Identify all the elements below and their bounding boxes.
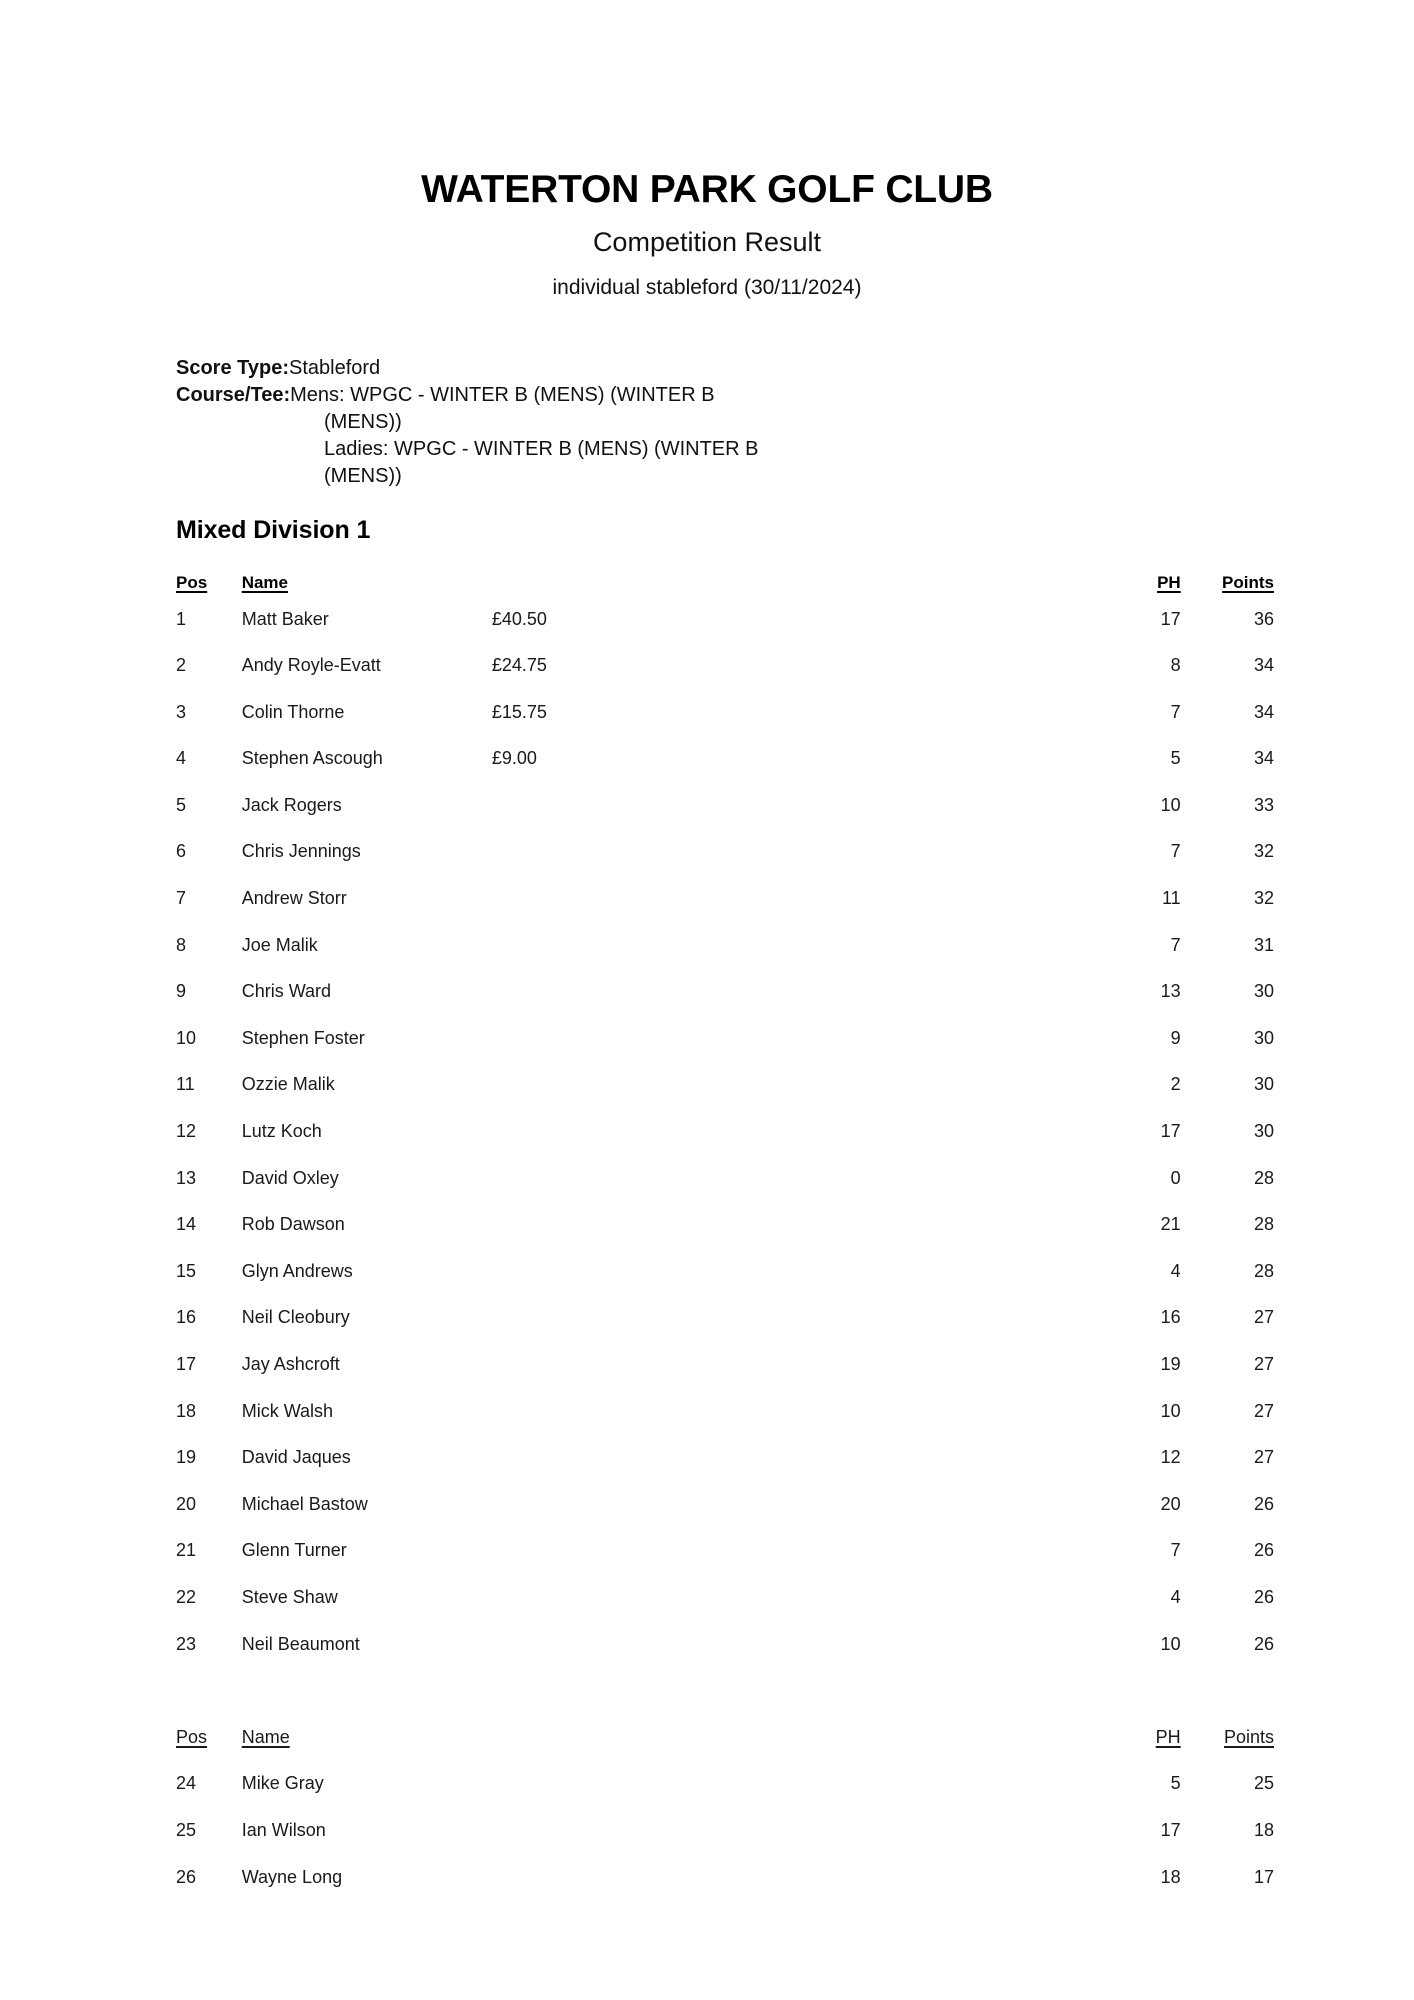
cell-position: 1 [176, 608, 187, 629]
cell-player-name: Andrew Storr [241, 888, 347, 909]
cell-points: 30 [1253, 1121, 1274, 1142]
spacer-cell [492, 1667, 799, 1714]
cell-spacer [799, 829, 1089, 876]
cell-position: 4 [176, 748, 187, 769]
table-row [176, 875, 1274, 922]
cell-player-name: Mick Walsh [241, 1400, 334, 1421]
table-row [176, 1528, 1274, 1575]
cell-prize-amount [492, 1574, 799, 1621]
cell-position: 20 [176, 1493, 197, 1514]
header-row [176, 573, 1274, 596]
meta-row-score-type [176, 355, 1414, 382]
cell-spacer [799, 1015, 1089, 1062]
cell-prize-amount [492, 922, 799, 969]
cell-position: 8 [176, 934, 187, 955]
cell-spacer [799, 736, 1089, 783]
table-row [176, 1062, 1274, 1109]
cell-spacer [799, 1388, 1089, 1435]
spacer-cell [176, 1667, 242, 1714]
cell-player-name: Chris Ward [241, 981, 332, 1002]
cell-points: 34 [1253, 748, 1274, 769]
cell-spacer [799, 922, 1089, 969]
table-row [176, 782, 1274, 829]
column-header-name: Name [241, 572, 289, 592]
cell-position: 11 [176, 1074, 195, 1095]
cell-prize-amount [492, 1015, 799, 1062]
table-row [176, 1341, 1274, 1388]
cell-player-name: Neil Beaumont [241, 1633, 360, 1654]
cell-playing-handicap: 17 [1160, 1121, 1181, 1142]
column-header-ph: PH [1157, 572, 1181, 592]
cell-points: 32 [1253, 841, 1274, 862]
cell-playing-handicap: 19 [1160, 1354, 1181, 1375]
spacer-cell [242, 1667, 492, 1714]
cell-prize-amount [492, 1341, 799, 1388]
cell-points: 34 [1253, 655, 1274, 676]
cell-player-name: Mike Gray [241, 1773, 324, 1794]
cell-prize-amount [492, 1388, 799, 1435]
cell-points: 36 [1253, 608, 1274, 629]
cell-prize-amount [492, 1481, 799, 1528]
cell-position: 23 [176, 1633, 197, 1654]
cell-playing-handicap: 10 [1160, 794, 1181, 815]
cell-prize-amount [492, 1295, 799, 1342]
cell-position: 22 [176, 1586, 197, 1607]
cell-playing-handicap: 20 [1160, 1493, 1181, 1514]
cell-points: 28 [1253, 1214, 1274, 1235]
cell-spacer [799, 642, 1089, 689]
cell-points: 31 [1253, 934, 1274, 955]
cell-position: 5 [176, 794, 187, 815]
cell-player-name: Wayne Long [241, 1866, 343, 1887]
cell-points: 30 [1253, 981, 1274, 1002]
cell-playing-handicap: 16 [1160, 1307, 1181, 1328]
table-row [176, 829, 1274, 876]
column-header-points: Points [1222, 572, 1274, 592]
cell-prize-amount [492, 1108, 799, 1155]
cell-points: 18 [1253, 1819, 1274, 1840]
cell-position: 12 [176, 1121, 197, 1142]
cell-playing-handicap: 4 [1170, 1586, 1181, 1607]
course-tee-mens-line1: Mens: WPGC - WINTER B (MENS) (WINTER B [290, 383, 715, 406]
cell-spacer [799, 1062, 1089, 1109]
cell-position: 21 [176, 1540, 197, 1561]
cell-spacer [799, 1248, 1089, 1295]
course-tee-ladies-line2: (MENS)) [324, 464, 402, 487]
cell-points: 33 [1253, 794, 1274, 815]
column-header-pos-2: Pos [176, 1726, 208, 1747]
cell-position: 7 [176, 888, 187, 909]
cell-player-name: Stephen Foster [241, 1027, 365, 1048]
cell-playing-handicap: 10 [1160, 1400, 1181, 1421]
cell-player-name: Rob Dawson [241, 1214, 345, 1235]
cell-player-name: Colin Thorne [241, 701, 345, 722]
course-tee-mens-line2-wrap [176, 409, 1414, 436]
cell-position: 9 [176, 981, 187, 1002]
cell-position: 19 [176, 1447, 197, 1468]
table-row [176, 689, 1274, 736]
column-header-prize [492, 573, 799, 596]
cell-player-name: Joe Malik [241, 934, 318, 955]
cell-player-name: Chris Jennings [241, 841, 361, 862]
cell-player-name: David Oxley [241, 1167, 339, 1188]
cell-prize-amount: £24.75 [491, 655, 547, 676]
cell-playing-handicap: 7 [1170, 841, 1181, 862]
cell-position: 14 [176, 1214, 197, 1235]
score-type-label: Score Type: [176, 356, 289, 379]
table-row [176, 968, 1274, 1015]
score-type-value: Stableford [289, 356, 381, 379]
cell-player-name: Stephen Ascough [241, 748, 383, 769]
club-title: WATERTON PARK GOLF CLUB [421, 168, 993, 211]
cell-position: 26 [176, 1866, 197, 1887]
cell-position: 2 [176, 655, 187, 676]
table-row [176, 1295, 1274, 1342]
table-row [176, 1621, 1274, 1668]
cell-player-name: Michael Bastow [241, 1493, 368, 1514]
cell-points: 25 [1253, 1773, 1274, 1794]
table-row [176, 1388, 1274, 1435]
cell-playing-handicap: 5 [1170, 1773, 1181, 1794]
course-tee-mens-line2: (MENS)) [324, 410, 402, 433]
cell-points: 27 [1253, 1447, 1274, 1468]
column-header-spacer-2 [799, 1714, 1089, 1761]
cell-prize-amount [492, 1807, 799, 1854]
cell-prize-amount [492, 1248, 799, 1295]
cell-playing-handicap: 12 [1160, 1447, 1181, 1468]
cell-spacer [799, 596, 1089, 643]
cell-playing-handicap: 21 [1160, 1214, 1181, 1235]
cell-prize-amount [492, 1062, 799, 1109]
cell-points: 28 [1253, 1260, 1274, 1281]
cell-spacer [799, 1341, 1089, 1388]
table-row [176, 1434, 1274, 1481]
cell-points: 17 [1253, 1866, 1274, 1887]
table-row [176, 642, 1274, 689]
cell-prize-amount [492, 1155, 799, 1202]
cell-spacer [799, 1295, 1089, 1342]
cell-prize-amount: £15.75 [491, 701, 547, 722]
cell-spacer [799, 1621, 1089, 1668]
cell-prize-amount [492, 1761, 799, 1808]
cell-playing-handicap: 0 [1170, 1167, 1181, 1188]
cell-prize-amount [492, 1434, 799, 1481]
cell-points: 28 [1253, 1167, 1274, 1188]
table-row [176, 1015, 1274, 1062]
cell-prize-amount [492, 1621, 799, 1668]
course-tee-ladies-line1-wrap [176, 436, 1414, 463]
cell-spacer [799, 1574, 1089, 1621]
cell-playing-handicap: 7 [1170, 934, 1181, 955]
cell-position: 24 [176, 1773, 197, 1794]
cell-points: 30 [1253, 1027, 1274, 1048]
cell-spacer [799, 875, 1089, 922]
table-row [176, 1248, 1274, 1295]
results-table-body [176, 596, 1274, 1901]
cell-prize-amount [492, 829, 799, 876]
division-title: Mixed Division 1 [176, 515, 371, 544]
cell-player-name: Lutz Koch [241, 1121, 322, 1142]
cell-points: 27 [1253, 1307, 1274, 1328]
cell-points: 27 [1253, 1354, 1274, 1375]
cell-spacer [799, 1481, 1089, 1528]
results-table [176, 573, 1274, 1901]
cell-points: 32 [1253, 888, 1274, 909]
cell-player-name: Jay Ashcroft [241, 1354, 340, 1375]
cell-position: 13 [176, 1167, 197, 1188]
course-tee-value [290, 382, 714, 409]
cell-prize-amount: £40.50 [491, 608, 547, 629]
cell-player-name: Glenn Turner [241, 1540, 347, 1561]
cell-playing-handicap: 10 [1160, 1633, 1181, 1654]
course-tee-label: Course/Tee: [176, 383, 291, 406]
cell-spacer [799, 689, 1089, 736]
cell-points: 26 [1253, 1633, 1274, 1654]
table-row [176, 1761, 1274, 1808]
cell-position: 6 [176, 841, 187, 862]
table-row [176, 736, 1274, 783]
cell-player-name: Steve Shaw [241, 1586, 338, 1607]
cell-player-name: David Jaques [241, 1447, 351, 1468]
spacer-cell [1181, 1667, 1274, 1714]
cell-player-name: Matt Baker [241, 608, 329, 629]
cell-position: 3 [176, 701, 187, 722]
table-row [176, 596, 1274, 643]
cell-points: 34 [1253, 701, 1274, 722]
cell-position: 17 [176, 1354, 197, 1375]
course-tee-ladies-line1: Ladies: WPGC - WINTER B (MENS) (WINTER B [324, 437, 759, 460]
column-header-ph-2: PH [1155, 1726, 1181, 1747]
cell-playing-handicap: 2 [1170, 1074, 1181, 1095]
cell-prize-amount [492, 1854, 799, 1901]
spacer-cell [799, 1667, 1089, 1714]
competition-detail: individual stableford (30/11/2024) [552, 275, 862, 299]
cell-position: 25 [176, 1819, 197, 1840]
cell-points: 26 [1253, 1540, 1274, 1561]
cell-player-name: Jack Rogers [241, 794, 342, 815]
cell-position: 15 [176, 1260, 197, 1281]
cell-playing-handicap: 17 [1160, 1819, 1181, 1840]
cell-spacer [799, 1434, 1089, 1481]
cell-playing-handicap: 4 [1170, 1260, 1181, 1281]
cell-spacer [799, 782, 1089, 829]
cell-playing-handicap: 7 [1170, 1540, 1181, 1561]
cell-player-name: Ian Wilson [241, 1819, 326, 1840]
cell-playing-handicap: 18 [1160, 1866, 1181, 1887]
column-header-prize-2 [492, 1714, 799, 1761]
competition-meta [0, 355, 1414, 490]
cell-spacer [799, 1854, 1089, 1901]
cell-playing-handicap: 9 [1170, 1027, 1181, 1048]
cell-position: 10 [176, 1027, 197, 1048]
cell-player-name: Neil Cleobury [241, 1307, 350, 1328]
cell-points: 26 [1253, 1586, 1274, 1607]
document-header [0, 0, 1414, 299]
competition-subtitle: Competition Result [592, 226, 822, 257]
cell-playing-handicap: 8 [1170, 655, 1181, 676]
meta-row-course-tee [176, 382, 1414, 409]
cell-points: 30 [1253, 1074, 1274, 1095]
cell-player-name: Andy Royle-Evatt [241, 655, 381, 676]
cell-spacer [799, 1108, 1089, 1155]
table-row [176, 1155, 1274, 1202]
cell-prize-amount [492, 1201, 799, 1248]
cell-spacer [799, 1807, 1089, 1854]
course-tee-ladies-line2-wrap [176, 463, 1414, 490]
cell-prize-amount [492, 1528, 799, 1575]
cell-spacer [799, 1761, 1089, 1808]
cell-playing-handicap: 7 [1170, 701, 1181, 722]
table-row [176, 1574, 1274, 1621]
cell-spacer [799, 968, 1089, 1015]
cell-playing-handicap: 17 [1160, 608, 1181, 629]
cell-player-name: Glyn Andrews [241, 1260, 353, 1281]
cell-spacer [799, 1528, 1089, 1575]
results-section [0, 573, 1414, 1901]
column-header-spacer [799, 573, 1089, 596]
table-row [176, 1201, 1274, 1248]
cell-points: 27 [1253, 1400, 1274, 1421]
cell-points: 26 [1253, 1493, 1274, 1514]
cell-prize-amount [492, 782, 799, 829]
cell-playing-handicap: 13 [1160, 981, 1181, 1002]
repeated-header-row [176, 1714, 1274, 1761]
table-row [176, 922, 1274, 969]
table-row [176, 1807, 1274, 1854]
table-row [176, 1108, 1274, 1155]
cell-spacer [799, 1201, 1089, 1248]
column-header-name-2: Name [241, 1726, 290, 1747]
cell-spacer [799, 1155, 1089, 1202]
table-row [176, 1854, 1274, 1901]
cell-playing-handicap: 11 [1162, 888, 1181, 909]
column-header-pos: Pos [176, 572, 208, 592]
cell-playing-handicap: 5 [1170, 748, 1181, 769]
results-table-header [176, 573, 1274, 596]
column-header-points-2: Points [1223, 1726, 1274, 1747]
table-section-spacer [176, 1667, 1274, 1714]
cell-prize-amount [492, 875, 799, 922]
cell-prize-amount [492, 968, 799, 1015]
cell-prize-amount: £9.00 [491, 748, 537, 769]
cell-player-name: Ozzie Malik [241, 1074, 335, 1095]
cell-position: 16 [176, 1307, 197, 1328]
spacer-cell [1090, 1667, 1181, 1714]
table-row [176, 1481, 1274, 1528]
cell-position: 18 [176, 1400, 197, 1421]
